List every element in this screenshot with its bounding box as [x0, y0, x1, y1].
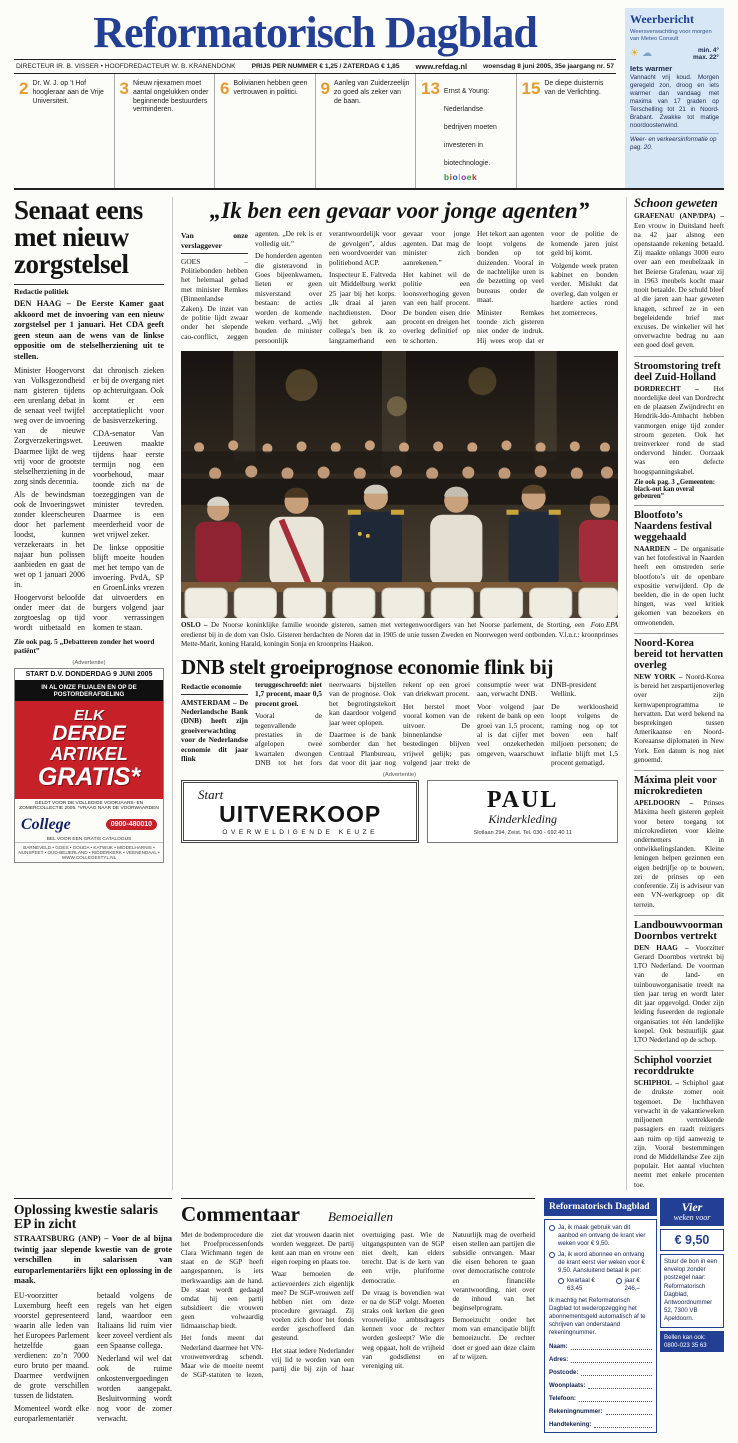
masthead-area — [14, 8, 724, 190]
sidebar-brief — [634, 915, 724, 1045]
send-instructions: Stuur de bon in een envelop zonder postzegel naar: Reformatorisch Dagblad, Antwoordnummer 52, 7300 VB Apeldoorn. — [660, 1254, 724, 1328]
weather-max: max. 22° — [692, 54, 719, 62]
teaser-item-3[interactable] — [114, 74, 215, 188]
brief-headline: Schiphol voorziet recorddrukte — [634, 1055, 712, 1078]
paragraph: Daarmee is de bank somberder dan het Centraal Planbureau, dat voor dit jaar nog rekent op een groei van driekwart procent. — [329, 679, 470, 768]
subscription-coupon — [544, 1198, 724, 1433]
article-body — [181, 680, 618, 768]
brief-dateline: NEW YORK – — [634, 672, 683, 681]
form-field-rekeningnummer[interactable] — [549, 1408, 652, 1415]
advert-label: (Advertentie) — [382, 772, 417, 779]
teaser-item-13[interactable] — [415, 74, 516, 188]
input-line[interactable] — [571, 1343, 652, 1350]
paragraph: EU-voorzitter Luxemburg heeft een voorstel gepresenteerd waarin alle leden van het Europees Parlement hetzelfde gaan verdienen: zo’n 7000 euro bruto per maand. Daarmee verdwijnen de grote verschillen tussen de lidstaten. — [14, 1290, 89, 1401]
brief-body: Schiphol gaat de drukste zomer ooit tegemoet. De luchthaven verwacht in de vakantieweken miljoenen vertrekkende passagiers en raadt reizigers aan ruim op tijd aanwezig te zijn. Vooral bestemmingen rond de Middellandse Zee zijn populair. Het aantal vluchten neemt met enkele procenten toe. — [634, 1079, 725, 1189]
brief-headline: Schoon geweten — [634, 196, 718, 211]
brief-text — [634, 385, 724, 477]
paragraph: Het tekort aan agenten loopt volgens de bonden op tot duizenden. Vooral in de nachtelijke uren is de bezetting op veel bureaus onder de maat. — [477, 229, 544, 305]
brief-headline: Landbouwvoorman Doornbos vertrekt — [634, 919, 723, 942]
logo-letter: b — [443, 172, 450, 183]
paragraph: Het staat iedere Nederlander vrij lid te worden van een partij die bij zijn of haar overtuiging past. Wie de uitgangspunten van de SGP niet deelt, kan elders terecht. Dat is de kern van een vrije, pluriforme democratie. — [271, 1230, 445, 1373]
teaser-page-number: 6 — [220, 79, 230, 99]
offer-banner: Vier weken voor — [660, 1198, 724, 1226]
brief-dateline: SCHIPHOL – — [634, 1079, 679, 1088]
input-line[interactable] — [588, 1382, 652, 1389]
brief-text — [634, 673, 724, 765]
byline: Redactie economie — [181, 680, 248, 695]
form-field-telefoon[interactable] — [549, 1395, 652, 1402]
logo-letter: o — [461, 172, 467, 183]
paragraph: Het fonds meent dat Nederland daarmee het VN-vrouwenverdrag schendt. Maar wie de moeite neemt de SGP-statuten te lezen, ziet dat vrouwen daarin niet worden weggezet. De partij kent aan man en vrouw een eigen roeping en plaats toe. — [181, 1230, 354, 1379]
ad-brand-row — [15, 813, 163, 837]
paragraph: De linkse oppositie blijft moeite houden met het tempo van de invoering. PvdA, SP en GroenLinks vrezen dat uitvoerders en burgers volgend jaar voor verrassingen komen te staan. — [93, 542, 164, 633]
weather-forecast: Vannacht vrij koud. Morgen geregeld zon, droog en iets warmer dan vandaag met maxima van 17 graden op Terschelling tot 21 in Noord-Brabant. Zwakke tot matige noordoostenwind. — [630, 73, 719, 130]
weather-footer: Weer- en verkeersinformatie op pag. 20. — [630, 133, 719, 152]
input-line[interactable] — [581, 1369, 652, 1376]
byline: Redactie politiek — [14, 284, 164, 296]
teaser-item-9[interactable] — [315, 74, 416, 188]
headline: DNB stelt groeiprognose economie flink bij — [181, 654, 554, 679]
brief-headline: Máxima pleit voor microkredieten — [634, 775, 717, 798]
payment-period-options — [558, 1277, 652, 1293]
subscription-option-trial[interactable] — [549, 1224, 652, 1248]
offer-price: € 9,50 — [660, 1229, 724, 1251]
weather-subtitle: Weersverwachting voor morgen van Meteo Consult — [630, 28, 712, 43]
field-label: Rekeningnummer: — [549, 1407, 603, 1415]
website-link[interactable]: www.refdag.nl — [415, 62, 468, 72]
brief-body: Prinses Máxima heeft gisteren gepleit voor betere toegang tot microkredieten voor kleine ondernemers in ontwikkelingslanden. Kleine leningen helpen gezinnen een eigen bedrijfje op te bouwen, zei de prinses op een conferentie. Zij is adviseur van een VN-werkgroep op dit terrein. — [634, 799, 724, 909]
paragraph: Bemoeizucht onder het mom van emancipatie blijft bemoeizucht. De rechter doet er goed aan deze claim af te wijzen. — [452, 1316, 535, 1361]
page-teaser-strip — [14, 74, 616, 188]
commentary-subtitle: Bemoeiallen — [327, 1208, 393, 1224]
brief-body: Het noordelijke deel van Dordrecht en de plaatsen Zwijndrecht en Hendrik-Ido-Ambacht hebben vanmorgen enige tijd zonder stroom gezeten. Ook het treinverkeer rond de stad ondervond hinder. Oorzaak was een defecte hoogspanningskabel. — [634, 384, 725, 476]
brief-body: Noord-Korea is bereid het zespartijenoverleg over zijn kernwapenprogramma te hervatten. Dat werd bekend na besprekingen tussen Amerikaanse en Noord-Koreaanse diplomaten in New York. Een datum is nog niet genoemd. — [634, 672, 724, 764]
subscription-option-full[interactable] — [549, 1251, 652, 1275]
form-field-adres[interactable] — [549, 1356, 652, 1363]
paul-subtitle: Kinderkleding — [488, 811, 557, 826]
teaser-page-number: 15 — [521, 79, 541, 99]
sun-icon: ☀ — [630, 48, 639, 60]
form-field-postcode[interactable] — [549, 1369, 652, 1376]
news-briefs-sidebar — [627, 197, 724, 1190]
photo-credit: Foto EPA — [590, 621, 618, 630]
brief-dateline: DEN HAAG – — [634, 943, 689, 952]
subscription-form — [544, 1219, 657, 1433]
paragraph: GOES – Politiebonden hebben het helemaal gehad met minister Remkes (Binnenlandse Zaken). De inzet van de politie lijdt zwaar onder het slepende cao-conflict, zeggen agenten. „De rek is er volledig uit.” — [181, 229, 322, 341]
weather-minmax — [693, 47, 719, 62]
ad-city-list: BARNEVELD • GOES • GOUDA • KATWIJK • MIDDELHARNIS • NUNSPEET • OUD-BEIJERLAND • RIDDERKERK • VEENENDAAL • WWW.COLLEGESTYL.NL — [15, 842, 163, 862]
radio-icon[interactable] — [616, 1278, 622, 1284]
paragraph: Momenteel wordt elke europarlementariër betaald volgens de regels van het eigen land, waardoor een Italiaans lid ruim vier keer zoveel verdient als een Spaanse collega. — [14, 1290, 172, 1424]
input-line[interactable] — [594, 1421, 652, 1428]
subscription-brand: Reformatorisch Dagblad — [544, 1198, 657, 1216]
center-column — [172, 197, 627, 1190]
weather-headline: Iets warmer — [630, 64, 673, 74]
option-year[interactable] — [616, 1277, 652, 1293]
option-label: Ja, ik word abonnee en ontvang de krant eerst vier weken voor € 9,50. Aansluitend betaal ik per: — [558, 1250, 645, 1274]
price-line: PRIJS PER NUMMER € 1,25 / ZATERDAG € 1,85 — [251, 63, 400, 71]
teaser-page-number: 9 — [320, 79, 330, 99]
paul-advertisement[interactable] — [427, 780, 618, 843]
form-field-handtekening[interactable] — [549, 1421, 652, 1428]
weather-title: Weerbericht — [630, 12, 694, 26]
field-label: Postcode: — [549, 1368, 579, 1376]
advertisement-row — [181, 780, 618, 843]
logo-letter: l — [458, 172, 462, 183]
headline: Oplossing kwestie salaris EP in zicht — [14, 1198, 172, 1231]
article-agenten — [181, 199, 618, 345]
paul-address: Slotlaan 294, Zeist. Tel. 030 - 692 40 11 — [473, 829, 572, 836]
brief-text — [634, 1079, 724, 1190]
ad-sale-word: UITVERKOOP — [219, 801, 382, 828]
article-senaat — [14, 197, 164, 654]
newspaper-title: Reformatorisch Dagblad — [93, 8, 537, 57]
commentary-title: Commentaar — [181, 1201, 300, 1226]
option-quarter[interactable] — [558, 1277, 606, 1293]
teaser-text: Bolivianen hebben geen vertrouwen in politici. — [233, 80, 308, 96]
masthead-main — [14, 8, 616, 188]
field-label: Woonplaats: — [549, 1381, 586, 1389]
logo-letter: i — [449, 172, 453, 183]
headline: Senaat eens met nieuw zorgstelsel — [14, 195, 143, 280]
input-line[interactable] — [606, 1408, 653, 1415]
ad-tagline: BEL VOOR EEN GRATIS CATALOGUS — [46, 836, 132, 842]
uitverkoop-advertisement[interactable] — [181, 780, 419, 843]
teaser-text: Ernst & Young: Nederlandse bedrijven moeten investeren in biotechnologie. — [443, 88, 497, 168]
commentary-header — [181, 1202, 535, 1227]
article-body — [181, 229, 618, 345]
article-salaris — [14, 1198, 172, 1433]
weather-icons — [630, 47, 719, 62]
teaser-page-number: 13 — [421, 79, 440, 99]
teaser-item-2[interactable] — [14, 74, 114, 188]
brief-body: Voorzitter Gerard Doornbos vertrekt bij LTO Nederland. De voorman van de land- en tuinbouworganisatie treedt na tien jaar terug en wordt later dit jaar opgevolgd. Onder zijn leiding fuseerden de regionale organisaties tot één landelijke koepel. Ook bestuurlijk gaat LTO Nederland op de schop. — [634, 943, 724, 1045]
brief-body: Een vrouw in Duitsland heeft na 42 jaar alsnog een openstaande rekening betaald. Zij maakte onlangs 3000 euro over aan een meubelzaak in het Beierse Grafenau, waar zij in 1963 meubels kocht maar nooit betaalde. De schuld bleef al die jaren aan haar geweten knagen, schreef ze in een begeleidende brief met excuses. De winkelier wil het onverwachte bedrag nu aan een goed doel geven. — [634, 221, 724, 350]
brief-text — [634, 545, 724, 628]
paragraph: Vooral de tegenvallende prestaties in de afgelopen twee kwartalen dwongen DNB tot het fors neerwaarts bijstellen van de prognose. Ook het begrotingstekort kan daardoor volgend jaar weer oplopen. — [255, 679, 396, 768]
ad-start-word: Start — [198, 787, 224, 803]
paragraph: Nederland wil wel dat ook de ruime onkostenvergoedingen worden aangepakt. Besluitvorming wordt nog voor de zomer verwacht. — [97, 1353, 172, 1424]
paragraph: Minister Remkes toonde zich gisteren niet onder de indruk. Hij wees erop dat er voor de politie de komende jaren juist geld bij komt. — [477, 229, 618, 345]
input-line[interactable] — [571, 1356, 652, 1363]
headline: „Ik ben een gevaar voor jonge agenten” — [209, 198, 590, 224]
left-column — [14, 197, 172, 1190]
option-label: Ja, ik maak gebruik van dit aanbod en ontvang de krant vier weken voor € 9,50. — [558, 1223, 646, 1247]
paragraph: Met de bodemprocedure die het Proefprocessenfonds Clara Wichmann tegen de staat en de SGP heeft aangespannen, is iets merkwaardigs aan de hand. De staat wordt gedaagd omdat hij een partij subsidieert die vrouwen geen volwaardig lidmaatschap biedt. — [181, 1230, 264, 1331]
brief-dateline: NAARDEN – — [634, 544, 678, 553]
ad-conditions: GELDT VOOR DE VOLLEDIGE VOORJAARS- EN ZOMERCOLLECTIE 2005. *VRAAG NAAR DE VOORWAARDEN — [19, 800, 159, 811]
see-also-reference: Zie ook pag. 5 „Debatteren zonder het woord patiënt” — [14, 636, 155, 655]
paragraph: Waar bemoeien de actievoerders zich eigenlijk mee? De SGP-vrouwen zelf hebben niet om deze procedure gevraagd. Zij voelen zich door het fonds eerder geschoffeerd dan gesteund. — [271, 1270, 354, 1343]
logo-letter: o — [452, 172, 459, 183]
weather-min: min. 4° — [697, 46, 719, 54]
option-label: kwartaal € 63,45 — [567, 1277, 595, 1293]
brief-body: De organisatie van het fotofestival in Naarden heeft een omstreden serie blootfoto’s uit de openbare expositie verwijderd. Op de beelden, die in de open lucht hingen, was veel kritiek gekomen van bezoekers en omwonenden. — [634, 544, 724, 627]
paragraph: Als de bewindsman ook de Invoeringswet zonder kleerscheuren door het parlement loodst, kunnen verzekeraars in het najaar hun polissen aanbieden en gaat de wet op 1 januari 2006 in. — [14, 489, 85, 589]
form-field-naam[interactable] — [549, 1343, 652, 1350]
see-also-reference: Zie ook pag. 3 „Gemeenten: black-out kan overal gebeuren” — [634, 478, 715, 500]
ad-main-offer: ELK DERDE ARTIKEL GRATIS* — [15, 701, 163, 799]
teaser-text: Dr. W. J. op ’t Hof hoogleraar aan de Vrije Universiteit. — [32, 80, 104, 105]
logo-letter: k — [472, 172, 478, 183]
article-lead: STRAATSBURG (ANP) – Voor de al bijna twintig jaar slepende kwestie van de grote verschillen in salarissen van europarlementariërs lijkt een oplossing in de maak. — [14, 1234, 172, 1286]
input-line[interactable] — [579, 1395, 652, 1402]
staff-line: DIRECTEUR IR. B. VISSER • HOOFDREDACTEUR W. B. KRANENDONK — [16, 63, 236, 71]
sidebar-brief — [634, 197, 724, 350]
article-lead: DEN HAAG – De Eerste Kamer gaat akkoord met de invoering van een nieuw zorgstelsel per 1 januari. Het CDA geeft geen steun aan de wens van de linkse oppositie om de stelselherziening uit te stellen. — [14, 299, 164, 361]
radio-icon[interactable] — [558, 1278, 564, 1284]
infobar — [14, 59, 616, 74]
brief-headline: Blootfoto’s Naardens festival weggehaald — [634, 509, 712, 543]
article-body — [14, 1291, 172, 1426]
teaser-item-15[interactable] — [516, 74, 617, 188]
paragraph: Natuurlijk mag de overheid eisen stellen aan partijen die subsidie ontvangen. Maar die eisen behoren te gaan over democratische controle en financiële verantwoording, niet over de inhoud van het beginselprogram. — [452, 1230, 535, 1313]
sidebar-brief — [634, 633, 724, 765]
brief-headline: Noord-Korea bereid tot hervatten overleg — [634, 637, 724, 671]
sidebar-brief — [634, 505, 724, 628]
field-label: Naam: — [549, 1342, 568, 1350]
brief-headline: Stroomstoring treft deel Zuid-Holland — [634, 360, 721, 383]
ad-locations-bar: IN AL ONZE FILIALEN EN OP DE POSTORDERAFDELING — [15, 681, 163, 701]
brief-dateline: GRAFENAU (ANP/DPA) – — [634, 212, 724, 221]
field-label: Handtekening: — [549, 1420, 592, 1428]
subscription-left — [544, 1198, 657, 1433]
biotech-week-logo — [444, 172, 511, 182]
field-label: Telefoon: — [549, 1394, 576, 1402]
teaser-item-6[interactable] — [214, 74, 315, 188]
brief-text — [634, 944, 724, 1045]
option-label: jaar € 246,– — [624, 1277, 640, 1293]
ad-phone-button[interactable]: 0900-480010 — [106, 819, 157, 830]
ad-sale-sub: OVERWELDIGENDE KEUZE — [222, 829, 378, 837]
article-dnb — [181, 654, 618, 768]
college-advertisement[interactable] — [14, 668, 164, 863]
brief-dateline: APELDOORN – — [634, 799, 694, 808]
brief-text — [634, 799, 724, 910]
mandate-text: Ik machtig het Reformatorisch Dagblad tot wederopzegging het abonnementsgeld automatisch af te schrijven van onderstaand rekeningnummer. — [549, 1297, 646, 1336]
field-label: Adres: — [549, 1355, 569, 1363]
subscription-right — [660, 1198, 724, 1433]
sidebar-brief — [634, 770, 724, 910]
brief-dateline: DORDRECHT – — [634, 384, 699, 393]
editorial-commentary — [181, 1198, 535, 1433]
article-lead: AMSTERDAM – De Nederlandsche Bank (DNB) heeft zijn groeiverwachting voor de Nederlandse economie dit jaar flink teruggeschroefd: niet 1,7 procent, maar 0,5 procent groei. — [181, 679, 322, 763]
commentary-body — [181, 1231, 535, 1380]
college-logo: College — [21, 815, 71, 833]
paul-logo: PAUL — [486, 786, 559, 813]
phone-instructions: Bellen kan ook: 0800-023 35 63 — [660, 1331, 724, 1353]
ad-start-date: START D.V. DONDERDAG 9 JUNI 2005 — [15, 669, 163, 681]
teaser-content — [444, 80, 511, 182]
photo-caption — [181, 621, 618, 649]
paragraph: Voor volgend jaar rekent de bank op een groei van 1,5 procent, al is dat cijfer met veel onzekerheden omgeven, waarschuwt DNB-president Wellink. — [477, 679, 597, 758]
sidebar-brief — [634, 356, 724, 500]
byline: Van onze verslaggever — [181, 229, 248, 253]
caption-text: De Noorse koninklijke familie woonde gisteren, samen met vertegenwoordigers van het Noorse parlement, de Storting, een eredienst bij in de dom van Oslo. Gisteren herdachten de Noren dat in 1905 de unie tussen Zweden en Noorwegen werd ontbonden. V.l.n.r.: kroonprinses Mette-Marit, koning Harald, koningin Sonja en kroonprins Haakon. — [181, 621, 618, 648]
caption-dateline: OSLO – — [181, 621, 208, 630]
cloud-icon: ☁ — [641, 48, 652, 60]
paragraph: Hoogervorst beloofde onder meer dat de zorgtoeslag op tijd wordt uitbetaald en dat chronisch zieken er bij de overgang niet op achteruitgaan. Ook komt er een acceptatieplicht voor de basisverzekering. — [14, 366, 164, 633]
paragraph: De vraag is bovendien wat er na de SGP volgt. Moeten straks ook kerken die geen vrouwelijke ambtsdragers kennen voor de rechter worden gesleept? Wie die weg opgaat, holt de vrijheid van godsdienst en vereniging uit. — [362, 1288, 445, 1370]
teaser-page-number: 3 — [119, 79, 129, 99]
paragraph: De honderden agenten die gisteravond in Goes bijeenkwamen, lieten er geen misverstand over bestaan: de acties worden de komende weken verhard. „Wij houden de minister persoonlijk verantwoordelijk voor de gevolgen”, aldus een woordvoerder van politiebond ACP. — [255, 229, 396, 345]
paragraph: Minister Hoogervorst van Volksgezondheid nam gisteren tijdens een urenlang debat in de senaat veel twijfel weg over de invoering van de nieuwe Zorgverzekeringswet. Daarmee lijkt de weg vrij voor de grootste stelselherziening in de zorg sinds decennia. — [14, 366, 85, 486]
paragraph: Inspecteur E. Faltveda uit Middelburg werkt 25 jaar bij het korps. „Ik draai al jaren nachtdiensten. Door het gebrek aan collega’s ben ik zo langzamerhand een gevaar voor jonge agenten. Dat mag de minister zich aanrekenen.” — [329, 229, 470, 345]
teaser-text: Aanleg van Zuiderzeelijn zo goed als zeker van de baan. — [333, 80, 410, 105]
teaser-page-number: 2 — [19, 79, 29, 99]
article-body — [14, 366, 164, 634]
advert-label: (Advertentie) — [72, 659, 106, 666]
radio-icon[interactable] — [549, 1252, 555, 1258]
teaser-text: Nieuw rijexamen moet aantal ongelukken onder beginnende bestuurders verminderen. — [132, 80, 209, 114]
form-field-woonplaats[interactable] — [549, 1382, 652, 1389]
teaser-text: De diepe duisternis van de Verlichting. — [544, 80, 604, 96]
paragraph: Het herstel moet vooral komen van de uitvoer. De binnenlandse bestedingen blijven vrijwel gelijk; pas volgend jaar trekt de consumptie weer wat aan, verwacht DNB. — [403, 679, 544, 768]
paragraph: Het kabinet wil de politie een loonsverhoging geven van een half procent. De bonden eisen drie procent en dreigen het overleg definitief op te schorten. — [403, 269, 470, 345]
sidebar-brief — [634, 1050, 724, 1190]
radio-icon[interactable] — [549, 1225, 555, 1231]
royal-family-photo — [181, 351, 618, 649]
issue-line: woensdag 8 juni 2005, 35e jaargang nr. 57 — [483, 63, 614, 71]
logo-letter: e — [466, 172, 473, 183]
paragraph: CDA-senator Van Leeuwen maakte tijdens haar eerste termijn nog een voorbehoud, maar toonde zich na de toezeggingen van de minister tevreden. Daarmee is een meerderheid voor de wet vrijwel zeker. — [93, 429, 164, 539]
paragraph: De werkloosheid loopt volgens de raming nog op tot boven een half miljoen personen; de inflatie blijft met 1,5 procent gematigd. — [551, 701, 618, 768]
paragraph: Volgende week praten kabinet en bonden verder. Mislukt dat overleg, dan volgen er hardere acties rond het zomerreces. — [551, 260, 618, 317]
weather-widget — [625, 8, 724, 188]
brief-text — [634, 212, 724, 350]
